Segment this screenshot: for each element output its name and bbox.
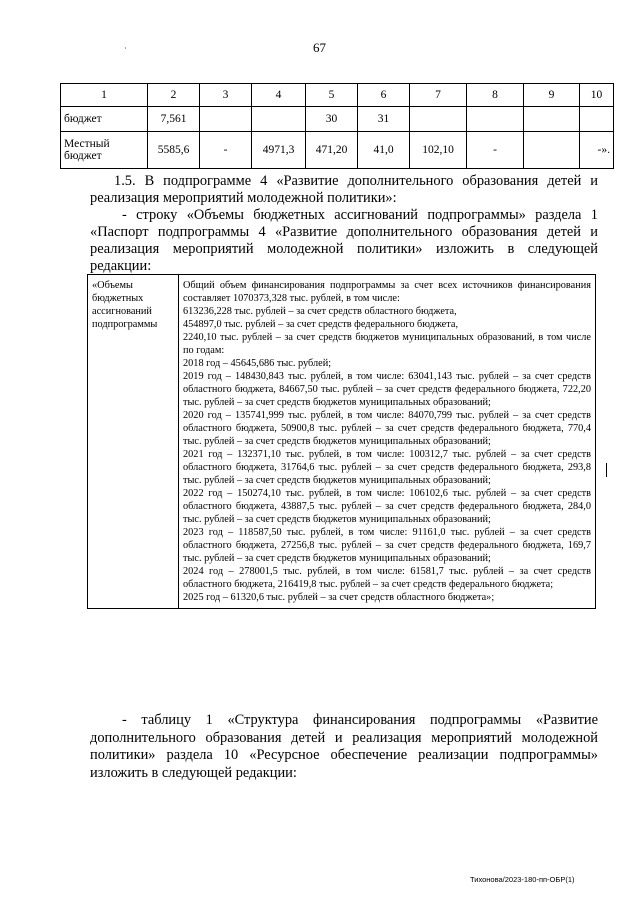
passport-line: 2240,10 тыс. рублей – за счет средств бюджетов муниципальных образований, в том числе по годам: bbox=[183, 332, 591, 356]
table-header-row bbox=[61, 84, 614, 107]
instruction-paragraph: - строку «Объемы бюджетных ассигнований подпрограммы» раздела 1 «Паспорт подпрограммы 4 «Развитие дополнительного образования детей и реализация мероприятий молодежной политики» изложить в следующей редакции: bbox=[90, 207, 598, 274]
table-cell bbox=[524, 132, 580, 169]
header-cell: 2 bbox=[148, 84, 200, 107]
passport-line: 2019 год – 148430,843 тыс. рублей, в том числе: 63041,143 тыс. рублей – за счет средств областного бюджета, 84667,50 тыс. рублей – за счет средств федерального бюджета, 722,20 тыс. рублей – за счет средств бюджетов муниципальных образований; bbox=[183, 371, 591, 408]
table-cell: - bbox=[200, 132, 252, 169]
header-cell: 8 bbox=[467, 84, 524, 107]
table-cell bbox=[252, 107, 306, 132]
table-cell: Местный бюджет bbox=[61, 132, 148, 169]
scan-dot: · bbox=[124, 44, 127, 53]
passport-line: Общий объем финансирования подпрограммы за счет всех источников финансирования составляет 1070373,328 тыс. рублей, в том числе: bbox=[183, 280, 591, 304]
table-cell: 7,561 bbox=[148, 107, 200, 132]
passport-line: 2020 год – 135741,999 тыс. рублей, в том числе: 84070,799 тыс. рублей – за счет средств областного бюджета, 50900,8 тыс. рублей – за счет средств федерального бюджета, 770,4 тыс. рублей – за счет средств бюджетов муниципальных образований; bbox=[183, 410, 591, 447]
passport-line: 2024 год – 278001,5 тыс. рублей, в том числе: 61581,7 тыс. рублей – за счет средств областного бюджета, 216419,8 тыс. рублей – за счет средств федерального бюджета; bbox=[183, 566, 591, 590]
table-cell: 5585,6 bbox=[148, 132, 200, 169]
header-cell: 6 bbox=[358, 84, 410, 107]
header-cell: 3 bbox=[200, 84, 252, 107]
header-cell: 5 bbox=[306, 84, 358, 107]
table-cell: -». bbox=[580, 132, 614, 169]
table-cell: 30 bbox=[306, 107, 358, 132]
table-cell bbox=[410, 107, 467, 132]
passport-line: 2021 год – 132371,10 тыс. рублей, в том числе: 100312,7 тыс. рублей – за счет средств областного бюджета, 31764,6 тыс. рублей – за счет средств федерального бюджета, 293,8 тыс. рублей – за счет средств бюджетов муниципальных образований; bbox=[183, 449, 591, 486]
margin-mark bbox=[606, 463, 607, 477]
page-number: 67 bbox=[313, 40, 326, 55]
table-cell bbox=[467, 107, 524, 132]
table-cell: 102,10 bbox=[410, 132, 467, 169]
header-cell: 1 bbox=[61, 84, 148, 107]
footer-stamp: Тихонова/2023-180-пп-ОБР(1) bbox=[470, 875, 575, 884]
header-cell: 10 bbox=[580, 84, 614, 107]
table-row bbox=[61, 107, 614, 132]
passport-line: 2025 год – 61320,6 тыс. рублей – за счет средств областного бюджета»; bbox=[183, 592, 495, 603]
table-cell bbox=[524, 107, 580, 132]
budget-table bbox=[60, 83, 614, 169]
table-cell: 41,0 bbox=[358, 132, 410, 169]
header-cell: 4 bbox=[252, 84, 306, 107]
passport-label: «Объемы бюджетных ассигнований подпрограммы bbox=[88, 275, 179, 609]
section-paragraph: 1.5. В подпрограмме 4 «Развитие дополнительного образования детей и реализация мероприятий молодежной политики»: bbox=[90, 173, 598, 206]
passport-content bbox=[179, 275, 596, 609]
table-cell: - bbox=[467, 132, 524, 169]
passport-line: 454897,0 тыс. рублей – за счет средств федерального бюджета, bbox=[183, 319, 459, 330]
passport-line: 2018 год – 45645,686 тыс. рублей; bbox=[183, 358, 332, 369]
passport-line: 2022 год – 150274,10 тыс. рублей, в том числе: 106102,6 тыс. рублей – за счет средств областного бюджета, 43887,5 тыс. рублей – за счет средств федерального бюджета, 284,0 тыс. рублей – за счет средств бюджетов муниципальных образований; bbox=[183, 488, 591, 525]
passport-table bbox=[87, 274, 596, 609]
table-cell: 4971,3 bbox=[252, 132, 306, 169]
table-row bbox=[61, 132, 614, 169]
table-cell bbox=[580, 107, 614, 132]
closing-paragraph: - таблицу 1 «Структура финансирования подпрограммы «Развитие дополнительного образования детей и реализация мероприятий молодежной политики» раздела 10 «Ресурсное обеспечение реализации подпрограммы» изложить в следующей редакции: bbox=[90, 712, 598, 781]
passport-line: 613236,228 тыс. рублей – за счет средств областного бюджета, bbox=[183, 306, 457, 317]
table-cell: 31 bbox=[358, 107, 410, 132]
header-cell: 9 bbox=[524, 84, 580, 107]
passport-row bbox=[88, 275, 596, 609]
table-cell: 471,20 bbox=[306, 132, 358, 169]
table-cell bbox=[200, 107, 252, 132]
table-cell: бюджет bbox=[61, 107, 148, 132]
header-cell: 7 bbox=[410, 84, 467, 107]
passport-line: 2023 год – 118587,50 тыс. рублей, в том числе: 91161,0 тыс. рублей – за счет средств областного бюджета, 27256,8 тыс. рублей – за счет средств федерального бюджета, 169,7 тыс. рублей – за счет средств бюджетов муниципальных образований; bbox=[183, 527, 591, 564]
